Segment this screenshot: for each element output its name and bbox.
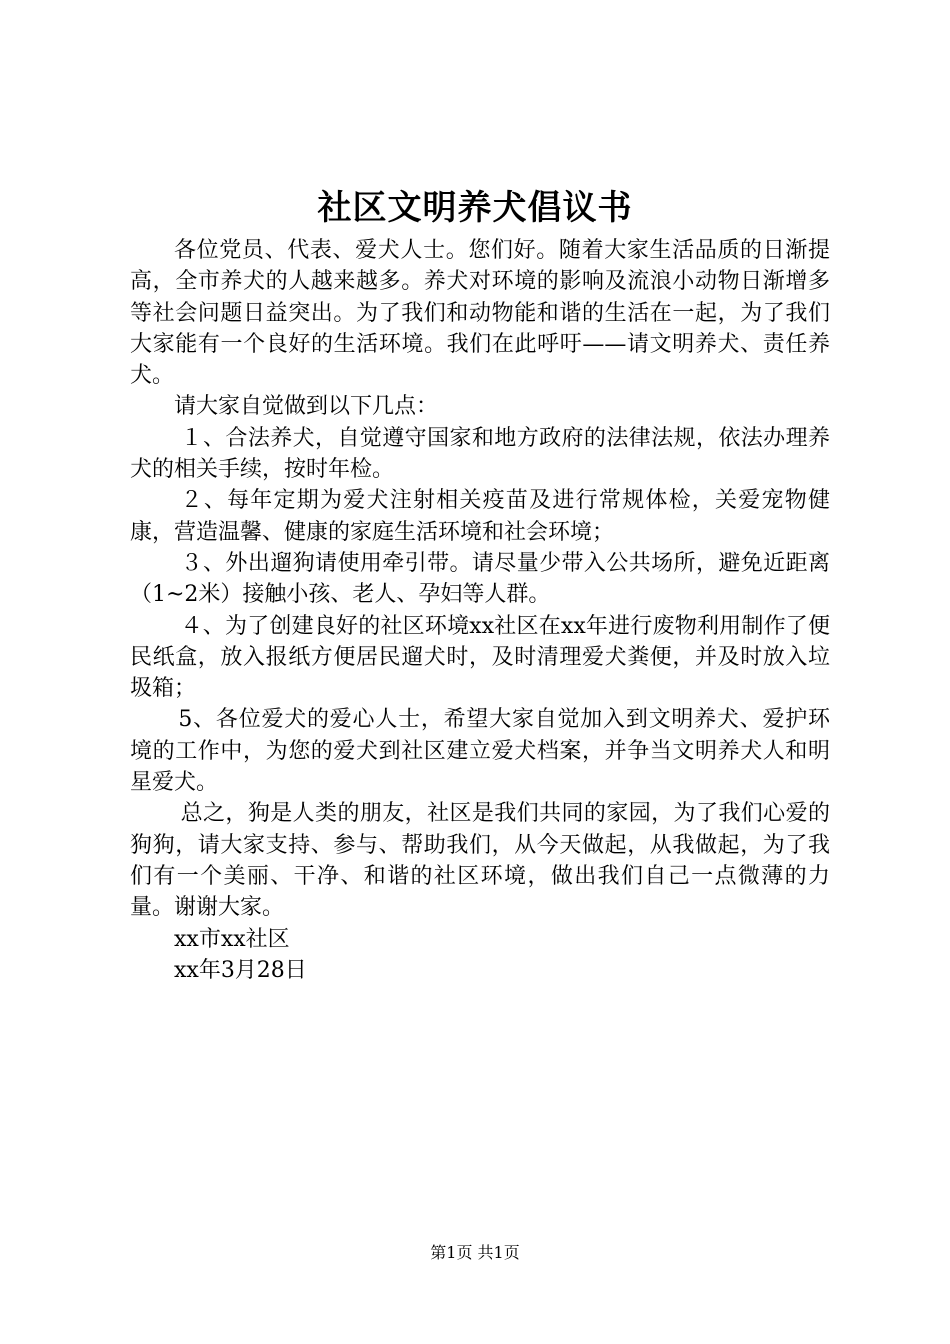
paragraph-greeting: 各位党员、代表、爱犬人士。您们好。随着大家生活品质的日渐提高，全市养犬的人越来越多。养犬对环境的影响及流浪小动物日渐增多等社会问题日益突出。为了我们和动物能和谐的生活在一起，为了我们大家能有一个良好的生活环境。我们在此呼吁——请文明养犬、责任养犬。: [130, 238, 830, 389]
signature-organization: xx市xx社区: [174, 926, 290, 952]
signature-date: xx年3月28日: [174, 957, 307, 983]
paragraph-conclusion: 总之，狗是人类的朋友，社区是我们共同的家园，为了我们心爱的狗狗，请大家支持、参与、帮助我们，从今天做起，从我做起，为了我们有一个美丽、干净、和谐的社区环境，做出我们自己一点微薄的力量。谢谢大家。: [130, 801, 830, 921]
page-footer: 第1页 共1页: [430, 1243, 520, 1262]
document-title: 社区文明养犬倡议书: [317, 188, 633, 228]
paragraph-item-4: ４、为了创建良好的社区环境xx社区在xx年进行废物利用制作了便民纸盒，放入报纸方便居民遛犬时，及时清理爱犬粪便，并及时放入垃圾箱；: [130, 613, 830, 702]
paragraph-item-2: ２、每年定期为爱犬注射相关疫苗及进行常规体检，关爱宠物健康，营造温馨、健康的家庭生活环境和社会环境；: [130, 488, 830, 545]
paragraph-intro-list: 请大家自觉做到以下几点：: [174, 394, 439, 420]
paragraph-item-5: 5、各位爱犬的爱心人士，希望大家自觉加入到文明养犬、爱护环境的工作中，为您的爱犬到社区建立爱犬档案，并争当文明养犬人和明星爱犬。: [130, 707, 830, 796]
document-body: [130, 235, 830, 986]
paragraph-item-1: １、合法养犬，自觉遵守国家和地方政府的法律法规，依法办理养犬的相关手续，按时年检。: [130, 425, 830, 483]
paragraph-item-3: ３、外出遛狗请使用牵引带。请尽量少带入公共场所，避免近距离（1~2米）接触小孩、老人、孕妇等人群。: [130, 550, 830, 608]
